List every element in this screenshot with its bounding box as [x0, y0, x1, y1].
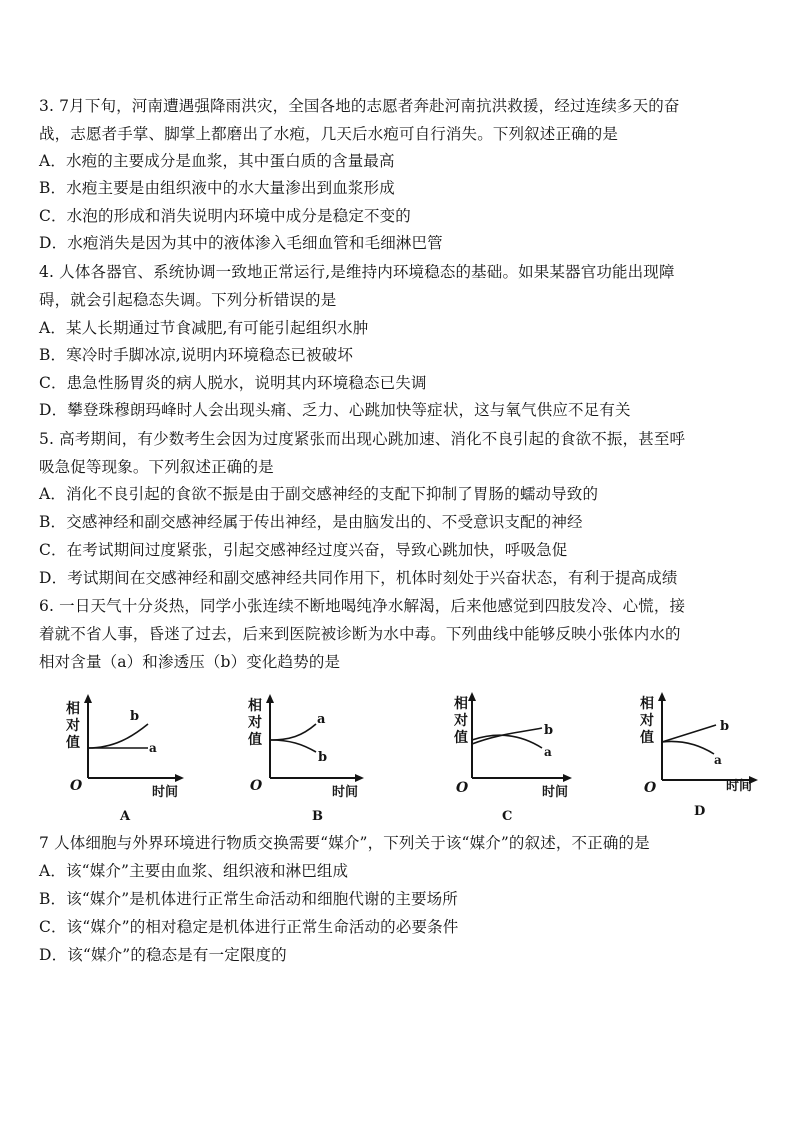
graph-c-y-arrow — [468, 692, 476, 701]
graph-c-x-arrow — [563, 774, 572, 782]
graph-d-origin: O — [644, 780, 657, 796]
q3-stem-line-2: 战，志愿者手掌、脚掌上都磨出了水疱，几天后水疱可自行消失。下列叙述正确的是 — [39, 125, 619, 143]
graph-a-label-b: b — [130, 709, 140, 724]
q4-option-b: B．寒冷时手脚冰凉,说明内环境稳态已被破坏 — [39, 346, 353, 364]
graph-d-label-a: a — [714, 753, 722, 767]
graph-a-option-letter: A — [120, 809, 131, 824]
graph-d-ylabel-3: 值 — [640, 730, 654, 746]
graph-c-label-a: a — [544, 745, 552, 759]
q5-option-d: D．考试期间在交感神经和副交感神经共同作用下，机体时刻处于兴奋状态，有利于提高成绩 — [39, 569, 678, 587]
graph-d-ylabel-1: 相 — [640, 696, 654, 712]
graph-c-option-letter: C — [502, 809, 513, 824]
graph-b-label-a: a — [317, 712, 326, 727]
graph-d-xlabel: 时间 — [726, 779, 753, 794]
graph-b-ylabel-1: 相 — [248, 698, 262, 714]
graph-a-label-a: a — [149, 741, 157, 755]
graph-option-a — [52, 690, 202, 830]
graph-d-option-letter: D — [694, 804, 706, 819]
graph-b-y-arrow — [266, 694, 274, 703]
q7-option-c: C．该“媒介”的相对稳定是机体进行正常生命活动的必要条件 — [39, 918, 459, 936]
q4-option-c: C．患急性肠胃炎的病人脱水，说明其内环境稳态已失调 — [39, 374, 427, 392]
q7-option-a: A．该“媒介”主要由血浆、组织液和淋巴组成 — [39, 862, 349, 880]
q6-stem-line-2: 着就不省人事，昏迷了过去，后来到医院被诊断为水中毒。下列曲线中能够反映小张体内水的 — [39, 625, 681, 643]
graph-b-xlabel: 时间 — [332, 785, 359, 800]
q3-option-b: B．水疱主要是由组织液中的水大量渗出到血浆形成 — [39, 179, 395, 197]
graph-option-b — [232, 690, 382, 830]
q6-stem-line-3: 相对含量（a）和渗透压（b）变化趋势的是 — [39, 653, 341, 671]
graph-a-curve-b — [88, 724, 148, 748]
q4-stem-line-1: 4. 人体各器官、系统协调一致地正常运行,是维持内环境稳态的基础。如果某器官功能出现障 — [39, 263, 675, 281]
graph-b-curve-a — [270, 724, 316, 740]
graph-option-d — [628, 688, 778, 828]
q5-option-c: C．在考试期间过度紧张，引起交感神经过度兴奋，导致心跳加快，呼吸急促 — [39, 541, 568, 559]
graph-c-ylabel-2: 对 — [454, 713, 468, 729]
graph-d-curve-b — [662, 725, 716, 742]
q4-option-a: A．某人长期通过节食减肥,有可能引起组织水肿 — [39, 319, 369, 337]
graph-a-ylabel-1: 相 — [66, 701, 80, 717]
q5-option-a: A．消化不良引起的食欲不振是由于副交感神经的支配下抑制了胃肠的蠕动导致的 — [39, 485, 599, 503]
q6-stem-line-1: 6. 一日天气十分炎热，同学小张连续不断地喝纯净水解渴，后来他感觉到四肢发冷、心慌，接 — [39, 597, 686, 615]
graph-c-origin: O — [456, 780, 469, 796]
q7-option-b: B．该“媒介”是机体进行正常生命活动和细胞代谢的主要场所 — [39, 890, 458, 908]
graph-b-origin: O — [250, 778, 263, 794]
graph-c-ylabel-1: 相 — [454, 696, 468, 712]
graph-d-label-b: b — [720, 719, 730, 734]
q3-option-c: C．水泡的形成和消失说明内环境中成分是稳定不变的 — [39, 207, 411, 225]
q5-stem-line-2: 吸急促等现象。下列叙述正确的是 — [39, 458, 274, 476]
graph-b-curve-b — [270, 740, 316, 752]
graph-b-ylabel-3: 值 — [248, 732, 262, 748]
graph-b-x-arrow — [355, 774, 364, 782]
graph-c-curve-a — [472, 735, 542, 748]
graph-c-ylabel-3: 值 — [454, 730, 468, 746]
graph-a-xlabel: 时间 — [152, 785, 179, 800]
graph-c-xlabel: 时间 — [542, 785, 569, 800]
graph-a-y-arrow — [84, 694, 92, 703]
q3-option-a: A．水疱的主要成分是血浆，其中蛋白质的含量最高 — [39, 152, 395, 170]
graph-d-curve-a — [662, 742, 714, 755]
q7-stem-line-1: 7 人体细胞与外界环境进行物质交换需要“媒介”，下列关于该“媒介”的叙述，不正确的是 — [39, 834, 650, 852]
q5-stem-line-1: 5. 高考期间，有少数考生会因为过度紧张而出现心跳加速、消化不良引起的食欲不振，甚至呼 — [39, 430, 686, 448]
q7-option-d: D．该“媒介”的稳态是有一定限度的 — [39, 946, 287, 964]
q4-stem-line-2: 碍，就会引起稳态失调。下列分析错误的是 — [39, 291, 337, 309]
q3-stem-line-1: 3. 7月下旬，河南遭遇强降雨洪灾，全国各地的志愿者奔赴河南抗洪救援，经过连续多天的奋 — [39, 97, 680, 115]
graph-b-option-letter: B — [312, 809, 323, 824]
graph-a-x-arrow — [175, 774, 184, 782]
graph-c-label-b: b — [544, 723, 554, 738]
q4-option-d: D．攀登珠穆朗玛峰时人会出现头痛、乏力、心跳加快等症状，这与氧气供应不足有关 — [39, 401, 631, 419]
q3-option-d: D．水疱消失是因为其中的液体渗入毛细血管和毛细淋巴管 — [39, 234, 443, 252]
graph-b-ylabel-2: 对 — [248, 715, 262, 731]
graph-d-ylabel-2: 对 — [640, 713, 654, 729]
q5-option-b: B．交感神经和副交感神经属于传出神经，是由脑发出的、不受意识支配的神经 — [39, 513, 583, 531]
graph-option-c — [438, 688, 588, 828]
graph-d-y-arrow — [658, 692, 666, 701]
graph-b-label-b: b — [318, 750, 328, 765]
graph-a-ylabel-2: 对 — [66, 718, 80, 734]
graph-a-ylabel-3: 值 — [66, 735, 80, 751]
graph-a-origin: O — [70, 778, 83, 794]
